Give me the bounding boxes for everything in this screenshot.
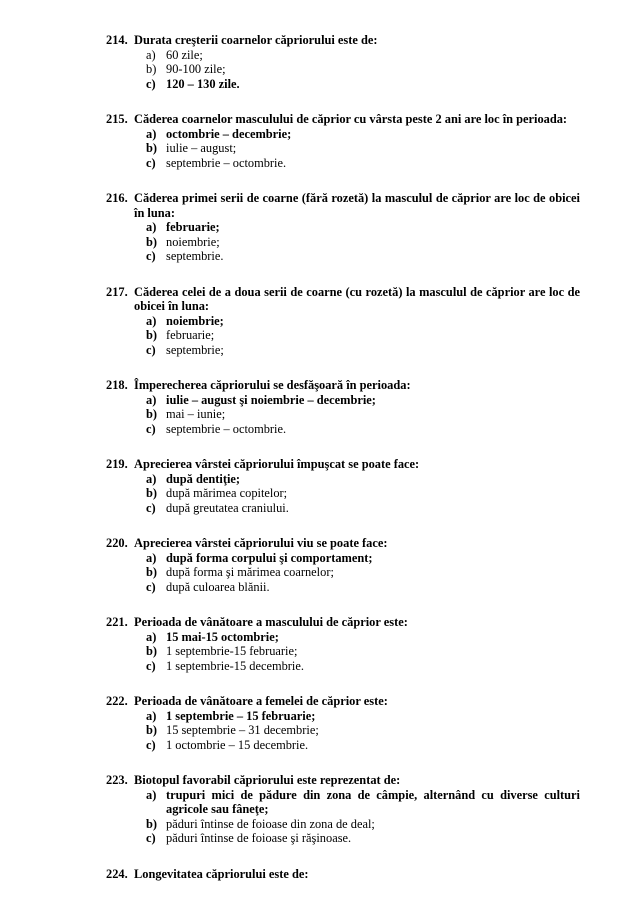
question-block [0,694,638,752]
question-text: Împerecherea căpriorului se desfăşoară în perioada: [134,378,411,392]
option-text: septembrie – octombrie. [166,421,287,436]
answer-option [0,249,638,264]
answer-option [0,831,638,846]
option-text: octombrie – decembrie; [166,126,292,141]
option-letter: b) [146,816,158,831]
option-text: septembrie. [166,249,224,263]
answer-option-correct [0,393,638,408]
option-letter: b) [146,234,158,249]
question-number: 224. [106,866,128,881]
option-text: septembrie; [166,342,224,357]
question-text: Longevitatea căpriorului este de: [134,866,309,881]
answer-option [0,738,638,753]
question-number: 223. [106,773,128,787]
question-block [0,615,638,673]
answer-option-correct [0,314,638,329]
option-text: după forma corpului şi comportament; [166,550,373,565]
option-letter: c) [146,737,156,752]
question-number: 215. [106,112,128,126]
question-header [0,694,638,709]
option-text: septembrie – octombrie. [166,155,287,170]
question-block [0,536,638,594]
question-block [0,867,638,882]
option-text: noiembrie; [166,313,224,328]
question-block [0,112,638,170]
answer-option [0,343,638,358]
question-header [0,285,638,314]
answer-option-correct [0,788,638,817]
option-text: 90-100 zile; [166,62,226,76]
question-number: 220. [106,536,128,550]
option-text: după culoarea blănii. [166,579,270,594]
answer-option [0,723,638,738]
question-list [0,33,638,902]
answer-option [0,565,638,580]
option-letter: c) [146,76,156,91]
question-block [0,773,638,846]
option-letter: b) [146,141,158,155]
question-number: 219. [106,457,128,471]
question-header [0,867,638,882]
answer-option-correct [0,472,638,487]
answer-option [0,659,638,674]
option-text: după dentiţie; [166,471,241,486]
question-header [0,378,638,393]
question-text: Perioada de vânătoare a femelei de căprior este: [134,694,388,708]
option-letter: b) [146,328,158,342]
question-block [0,457,638,515]
answer-option [0,141,638,156]
option-text: 120 – 130 zile. [166,76,240,91]
option-text: 1 septembrie – 15 februarie; [166,708,316,723]
answer-option-correct [0,551,638,566]
answer-option [0,644,638,659]
option-letter: a) [146,220,157,234]
question-number: 214. [106,33,128,47]
question-text: Durata creşterii coarnelor căpriorului este de: [134,33,378,47]
option-letter: c) [146,155,156,170]
answer-option [0,422,638,437]
option-text: 15 mai-15 octombrie; [166,629,279,644]
option-letter: a) [146,126,157,141]
option-letter: b) [146,486,158,500]
answer-option-correct [0,709,638,724]
option-text: 60 zile; [166,47,203,62]
option-text: iulie – august şi noiembrie – decembrie; [166,392,376,407]
option-letter: a) [146,550,157,565]
question-block [0,285,638,358]
answer-option [0,501,638,516]
option-letter: c) [146,249,156,263]
option-letter: b) [146,565,158,579]
question-text: Biotopul favorabil căpriorului este reprezentat de: [134,773,401,787]
option-text: 1 octombrie – 15 decembrie. [166,737,309,752]
option-letter: a) [146,629,157,644]
option-letter: b) [146,644,158,658]
question-number: 222. [106,694,128,708]
question-text: Căderea primei serii de coarne (fără rozetă) la masculul de căprior are loc de obicei în luna: [134,191,580,220]
option-letter: c) [146,500,156,515]
option-text: februarie; [166,328,215,342]
option-text: trupuri mici de pădure din zona de câmpie, alternând cu diverse culturi agricole sau fâneţe; [166,787,580,816]
answer-option [0,48,638,63]
question-number: 221. [106,615,128,629]
option-letter: a) [146,787,157,802]
option-text: 1 septembrie-15 februarie; [166,644,298,658]
answer-option [0,486,638,501]
option-text: iulie – august; [166,141,237,155]
option-letter: a) [146,313,157,328]
answer-option [0,235,638,250]
answer-option-correct [0,127,638,142]
option-letter: b) [146,723,158,737]
option-letter: a) [146,47,156,62]
option-letter: c) [146,342,156,357]
option-text: după mărimea copitelor; [166,486,288,500]
question-block [0,33,638,91]
question-number: 216. [106,191,128,205]
question-text: Aprecierea vârstei căpriorului împuşcat se poate face: [134,457,420,471]
question-header [0,615,638,630]
option-letter: c) [146,579,156,594]
option-letter: a) [146,708,157,723]
option-text: 15 septembrie – 31 decembrie; [166,723,319,737]
question-block [0,191,638,264]
option-text: păduri întinse de foioase din zona de deal; [166,816,375,831]
answer-option [0,62,638,77]
option-text: februarie; [166,220,220,234]
question-header [0,112,638,127]
option-text: noiembrie; [166,234,220,249]
option-letter: a) [146,392,157,407]
option-text: păduri întinse de foioase şi răşinoase. [166,831,352,845]
question-block [0,378,638,436]
answer-option [0,156,638,171]
answer-option-correct [0,220,638,235]
option-letter: c) [146,421,156,436]
option-letter: b) [146,407,158,421]
question-text: Aprecierea vârstei căpriorului viu se poate face: [134,536,388,550]
option-text: după greutatea craniului. [166,500,289,515]
option-letter: c) [146,831,156,845]
answer-option [0,328,638,343]
question-text: Căderea celei de a doua serii de coarne (cu rozetă) la masculul de căprior are loc de obicei în luna: [134,284,580,313]
question-header [0,536,638,551]
answer-option [0,580,638,595]
option-text: după forma şi mărimea coarnelor; [166,565,334,579]
option-text: 1 septembrie-15 decembrie. [166,658,304,673]
question-header [0,457,638,472]
question-number: 218. [106,378,128,392]
option-letter: a) [146,471,157,486]
answer-option-correct [0,630,638,645]
question-number: 217. [106,284,128,299]
option-letter: b) [146,62,157,76]
question-text: Perioada de vânătoare a masculului de căprior este: [134,615,408,629]
option-letter: c) [146,658,156,673]
option-text: mai – iunie; [166,407,226,421]
answer-option [0,817,638,832]
answer-option [0,407,638,422]
question-header [0,191,638,220]
question-text: Căderea coarnelor masculului de căprior cu vârsta peste 2 ani are loc în perioada: [134,112,568,126]
question-header [0,33,638,48]
question-header [0,773,638,788]
answer-option-correct [0,77,638,92]
